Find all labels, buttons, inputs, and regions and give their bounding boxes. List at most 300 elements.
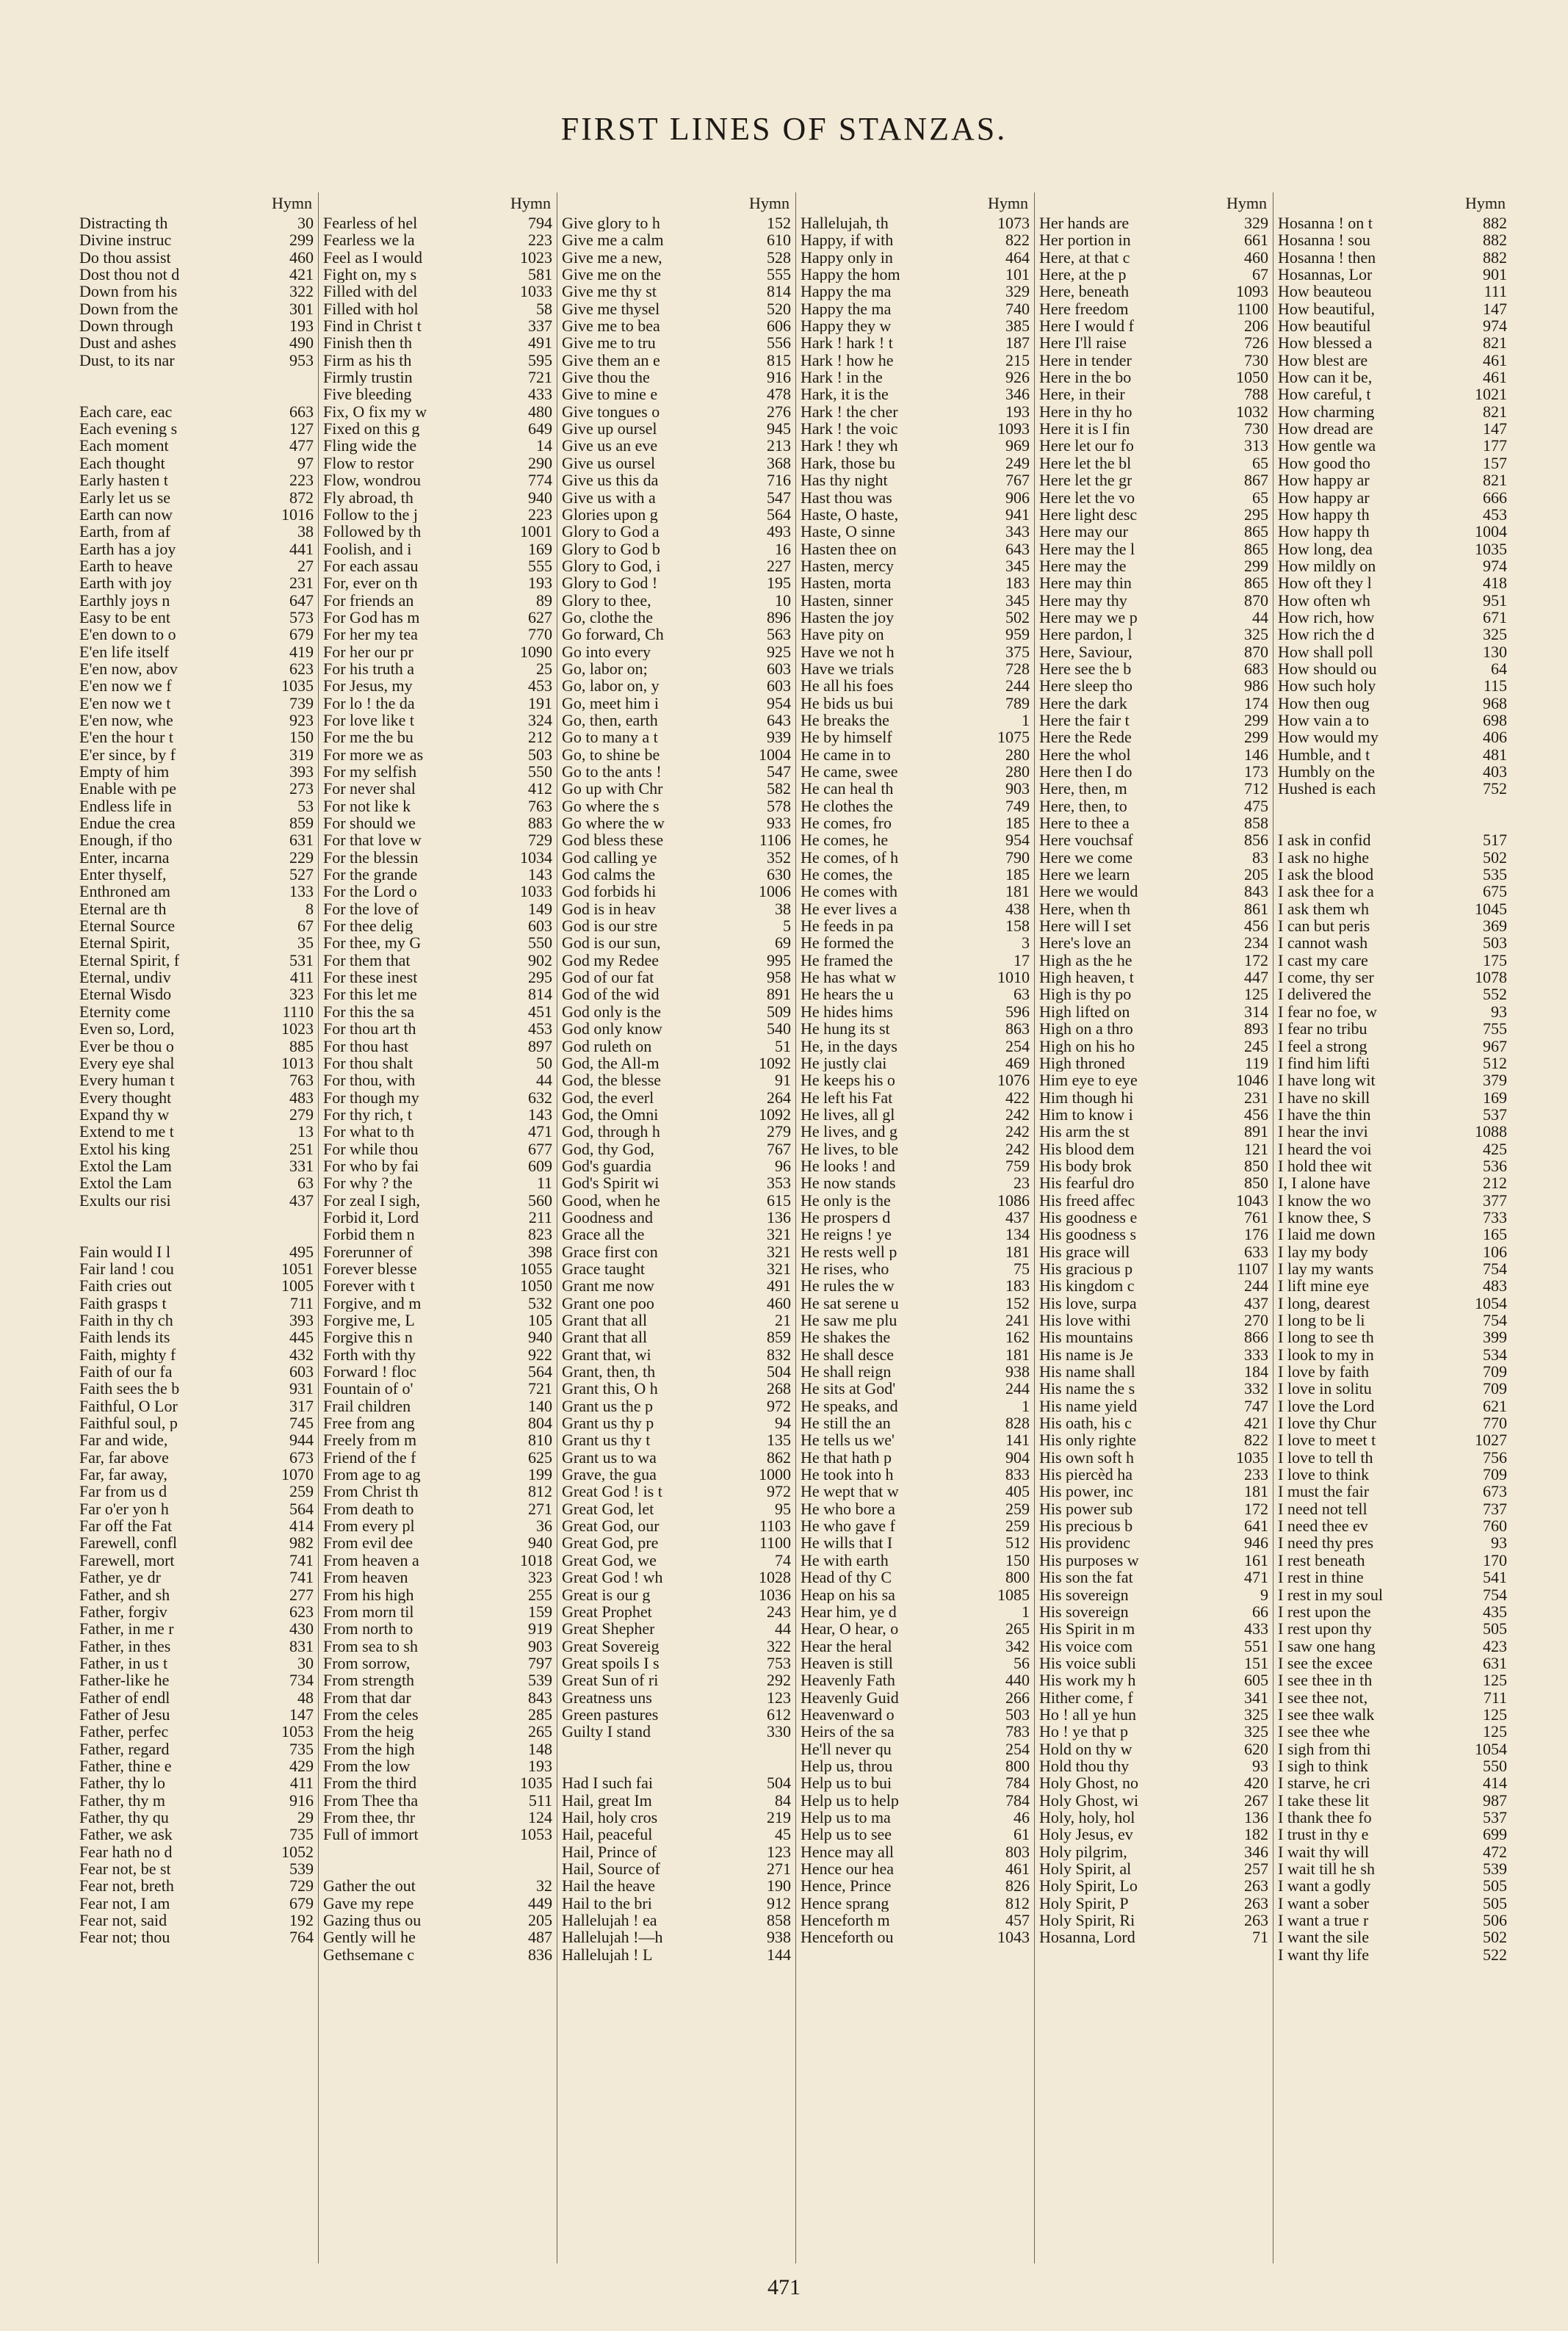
hymn-number: 135 — [767, 1431, 791, 1450]
first-line-text: From strength — [323, 1672, 415, 1689]
hymn-number: 483 — [1483, 1276, 1507, 1295]
hymn-number: 61 — [1014, 1825, 1030, 1844]
first-line-text: For love like t — [323, 711, 415, 729]
first-line-text: E'en now, whe — [79, 711, 173, 729]
stanza-entry — [562, 249, 791, 266]
first-line-text: His name the s — [1039, 1380, 1135, 1398]
hymn-number: 1036 — [759, 1585, 791, 1604]
hymn-number: 938 — [767, 1928, 791, 1947]
first-line-text: His power, inc — [1039, 1483, 1134, 1500]
hymn-number: 1001 — [520, 522, 552, 541]
hymn-number: 29 — [297, 1807, 314, 1826]
stanza-entry — [801, 523, 1030, 540]
stanza-entry — [801, 249, 1030, 266]
first-line-text: Haste, O sinne — [801, 523, 895, 541]
first-line-text: He comes with — [801, 883, 897, 900]
stanza-entry — [323, 1620, 552, 1637]
stanza-entry — [1039, 506, 1268, 523]
stanza-entry — [1278, 334, 1507, 351]
stanza-entry — [562, 1620, 791, 1637]
first-line-text: I need not tell — [1278, 1500, 1368, 1518]
stanza-entry — [323, 626, 552, 643]
stanza-entry — [323, 231, 552, 248]
first-line-text: God is in heav — [562, 900, 656, 918]
stanza-entry — [79, 249, 314, 266]
stanza-entry — [1039, 1277, 1268, 1294]
stanza-entry — [562, 574, 791, 591]
hymn-number: 377 — [1483, 1190, 1507, 1210]
hymn-number: 352 — [767, 848, 791, 867]
stanza-entry — [562, 1089, 791, 1106]
first-line-text: For the blessin — [323, 848, 419, 867]
hymn-number: 582 — [767, 779, 791, 798]
stanza-entry — [1039, 317, 1268, 334]
stanza-entry — [562, 403, 791, 420]
hymn-number: 1000 — [759, 1465, 791, 1484]
first-line-text: He formed the — [801, 934, 895, 952]
first-line-text: I must the fair — [1278, 1483, 1370, 1500]
stanza-entry — [79, 1243, 314, 1260]
stanza-entry — [801, 1586, 1030, 1603]
stanza-entry — [1039, 729, 1268, 745]
hymn-number: 502 — [1483, 848, 1507, 867]
first-line-text: How blest are — [1278, 351, 1368, 369]
stanza-entry — [562, 283, 791, 300]
hymn-number: 850 — [1244, 1156, 1268, 1175]
hymn-number: 821 — [1483, 402, 1507, 421]
stanza-entry — [1039, 403, 1268, 420]
hymn-number: 277 — [289, 1585, 314, 1604]
stanza-entry — [801, 1912, 1030, 1929]
stanza-entry — [801, 1414, 1030, 1431]
stanza-entry — [323, 541, 552, 557]
hymn-number: 1043 — [997, 1928, 1030, 1947]
first-line-text: Father, thy m — [79, 1791, 166, 1809]
stanza-entry — [79, 455, 314, 471]
hymn-number: 756 — [1483, 1448, 1507, 1467]
first-line-text: For each assau — [323, 557, 419, 575]
hymn-number: 147 — [1483, 419, 1507, 438]
first-line-text: Heaven is still — [801, 1654, 893, 1672]
hymn-number: 505 — [1483, 1619, 1507, 1638]
hymn-number: 244 — [1244, 1276, 1268, 1295]
stanza-entry — [562, 712, 791, 729]
hymn-number: 1086 — [997, 1190, 1030, 1210]
first-line-text: Ever be thou o — [79, 1037, 174, 1055]
hymn-number: 1018 — [520, 1550, 552, 1569]
hymn-number: 69 — [775, 933, 791, 953]
hymn-number: 460 — [1244, 247, 1268, 267]
hymn-number: 430 — [289, 1619, 314, 1638]
stanza-entry — [79, 1260, 314, 1277]
index-columns — [79, 192, 1511, 2263]
hymn-number: 850 — [1244, 1174, 1268, 1193]
stanza-entry — [323, 900, 552, 917]
stanza-entry — [1278, 1929, 1507, 1945]
hymn-number: 987 — [1483, 1790, 1507, 1810]
first-line-text: Here's love an — [1039, 934, 1131, 952]
first-line-text: Hence our hea — [801, 1860, 895, 1878]
hymn-number: 332 — [1244, 1379, 1268, 1398]
stanza-entry — [1039, 712, 1268, 729]
hymn-number: 512 — [1005, 1533, 1030, 1553]
hymn-number: 242 — [1005, 1122, 1030, 1141]
first-line-text: Ho ! all ye hun — [1039, 1705, 1136, 1724]
hymn-number: 173 — [1244, 762, 1268, 781]
first-line-text: I see the excee — [1278, 1654, 1373, 1672]
stanza-entry — [1278, 1363, 1507, 1380]
stanza-entry — [1278, 1431, 1507, 1448]
first-line-text: Hail, Prince of — [562, 1843, 657, 1860]
stanza-entry — [1039, 798, 1268, 814]
stanza-entry — [801, 266, 1030, 283]
first-line-text: How can it be, — [1278, 369, 1373, 386]
first-line-text: His love, surpa — [1039, 1294, 1137, 1312]
stanza-entry — [562, 1517, 791, 1534]
first-line-text: Grace taught — [562, 1260, 645, 1278]
hymn-number: 1035 — [1475, 539, 1507, 558]
stanza-entry — [323, 1569, 552, 1586]
hymn-number: 1106 — [759, 831, 791, 850]
hymn-number: 345 — [1005, 556, 1030, 575]
hymn-number: 828 — [1005, 1414, 1030, 1433]
stanza-entry — [562, 986, 791, 1002]
stanza-entry — [323, 1774, 552, 1791]
stanza-entry — [79, 660, 314, 677]
hymn-number: 38 — [775, 899, 791, 918]
stanza-entry — [562, 1003, 791, 1020]
stanza-entry — [1278, 317, 1507, 334]
stanza-entry — [1039, 1706, 1268, 1723]
stanza-entry — [79, 1174, 314, 1191]
hymn-number: 995 — [767, 950, 791, 969]
stanza-entry — [1278, 1809, 1507, 1826]
stanza-entry — [562, 831, 791, 848]
stanza-entry — [323, 1157, 552, 1174]
stanza-entry — [801, 420, 1030, 437]
hymn-number: 683 — [1244, 659, 1268, 678]
first-line-text: Enough, if tho — [79, 831, 173, 849]
first-line-text: Extol the Lam — [79, 1157, 172, 1175]
hymn-number: 603 — [767, 659, 791, 678]
hymn-number: 1013 — [281, 1053, 314, 1072]
stanza-entry — [1039, 1689, 1268, 1706]
stanza-entry — [801, 1209, 1030, 1226]
stanza-entry — [562, 266, 791, 283]
stanza-entry — [79, 1363, 314, 1380]
hymn-number: 938 — [1005, 1362, 1030, 1381]
hymn-number: 737 — [1483, 1499, 1507, 1518]
stanza-entry — [1278, 489, 1507, 506]
hymn-number: 150 — [1005, 1550, 1030, 1569]
stanza-entry — [1039, 1500, 1268, 1517]
hymn-number: 234 — [1244, 933, 1268, 953]
first-line-text: He looks ! and — [801, 1157, 895, 1175]
first-line-text: Easy to be ent — [79, 608, 171, 626]
first-line-text: Eternal Spirit, — [79, 934, 170, 952]
stanza-entry — [1039, 300, 1268, 317]
hymn-number: 125 — [1483, 1705, 1507, 1724]
stanza-entry — [1278, 643, 1507, 660]
stanza-entry — [1278, 541, 1507, 557]
hymn-number: 478 — [767, 385, 791, 404]
first-line-text: Go to many a t — [562, 729, 658, 746]
first-line-text: Grant that all — [562, 1329, 648, 1346]
stanza-entry — [1039, 352, 1268, 369]
stanza-entry — [1278, 1346, 1507, 1363]
stanza-entry — [1039, 386, 1268, 402]
stanza-entry — [79, 1141, 314, 1157]
hymn-number: 661 — [1244, 231, 1268, 250]
stanza-entry — [1278, 1774, 1507, 1791]
stanza-entry — [323, 1260, 552, 1277]
hymn-number: 711 — [1483, 1688, 1507, 1707]
stanza-entry — [801, 352, 1030, 369]
index-column — [318, 192, 557, 2263]
hymn-number: 753 — [767, 1653, 791, 1672]
first-line-text: For the Lord o — [323, 883, 417, 900]
stanza-entry — [562, 541, 791, 557]
stanza-entry — [562, 1809, 791, 1826]
first-line-text: For me the bu — [323, 729, 413, 746]
stanza-entry — [1039, 934, 1268, 951]
first-line-text: I see thee whe — [1278, 1723, 1370, 1741]
stanza-entry — [1278, 1192, 1507, 1209]
stanza-entry — [1278, 1895, 1507, 1912]
first-line-text: Hail, peaceful — [562, 1826, 653, 1843]
stanza-entry — [79, 1757, 314, 1774]
first-line-text: He now stands — [801, 1174, 896, 1192]
stanza-entry — [562, 1946, 791, 1963]
first-line-text: How shall poll — [1278, 643, 1373, 660]
stanza-entry — [1039, 1038, 1268, 1055]
first-line-text: Extol his king — [79, 1140, 170, 1157]
hymn-number: 531 — [289, 950, 314, 969]
stanza-entry — [801, 866, 1030, 883]
hymn-number: 259 — [1005, 1517, 1030, 1536]
first-line-text: Endless life in — [79, 797, 172, 815]
stanza-entry — [801, 712, 1030, 729]
stanza-entry — [1278, 1517, 1507, 1534]
hymn-number: 125 — [1244, 985, 1268, 1004]
first-line-text: From thee, thr — [323, 1808, 416, 1826]
stanza-entry — [801, 1071, 1030, 1088]
stanza-entry — [1278, 883, 1507, 900]
first-line-text: High on his ho — [1039, 1037, 1135, 1055]
stanza-entry — [79, 1689, 314, 1706]
stanza-entry — [79, 1414, 314, 1431]
first-line-text: Fountain of o' — [323, 1380, 413, 1398]
hymn-number: 953 — [289, 350, 314, 369]
stanza-entry — [323, 917, 552, 934]
stanza-entry — [1039, 1757, 1268, 1774]
stanza-entry — [1039, 1020, 1268, 1037]
first-line-text: How happy th — [1278, 505, 1370, 524]
first-line-text: God's guardia — [562, 1157, 651, 1175]
stanza-entry — [323, 283, 552, 300]
first-line-text: Here pardon, l — [1039, 626, 1132, 643]
first-line-text: I wait thy will — [1278, 1843, 1370, 1860]
hymn-number: 97 — [297, 453, 314, 472]
first-line-text: Eternal are th — [79, 900, 167, 918]
hymn-number: 393 — [289, 1311, 314, 1329]
first-line-text: Forgive me, L — [323, 1312, 415, 1329]
stanza-entry — [1039, 1723, 1268, 1740]
first-line-text: God calling ye — [562, 848, 657, 867]
hymn-number: 493 — [767, 522, 791, 541]
first-line-text: I delivered the — [1278, 986, 1372, 1003]
stanza-entry — [79, 403, 314, 420]
first-line-text: Gently will he — [323, 1929, 416, 1946]
stanza-entry — [562, 1414, 791, 1431]
hymn-number: 623 — [289, 1602, 314, 1621]
stanza-entry — [801, 1792, 1030, 1809]
first-line-text: Enter thyself, — [79, 866, 167, 883]
first-line-text: Greatness uns — [562, 1688, 652, 1706]
stanza-entry — [323, 300, 552, 317]
hymn-number: 1092 — [759, 1053, 791, 1072]
hymn-number: 603 — [289, 1362, 314, 1381]
stanza-entry — [323, 1209, 552, 1226]
first-line-text: I come, thy ser — [1278, 969, 1374, 986]
hymn-number: 440 — [1005, 1671, 1030, 1690]
first-line-text: Hark ! the cher — [801, 402, 898, 421]
first-line-text: Him eye to eye — [1039, 1071, 1138, 1089]
stanza-entry — [1278, 1260, 1507, 1277]
hymn-number: 711 — [289, 1293, 314, 1312]
hymn-number: 822 — [1244, 1431, 1268, 1450]
first-line-text: Free from ang — [323, 1414, 415, 1432]
first-line-text: His name yield — [1039, 1397, 1138, 1415]
hymn-number: 730 — [1244, 350, 1268, 369]
stanza-entry — [1278, 1912, 1507, 1929]
first-line-text: Here, beneath — [1039, 283, 1130, 300]
stanza-entry — [1278, 283, 1507, 300]
stanza-entry — [562, 1243, 791, 1260]
column-header: Hymn — [510, 194, 551, 212]
first-line-text: His piercèd ha — [1039, 1466, 1133, 1483]
hymn-number: 1043 — [1236, 1190, 1268, 1210]
hymn-number: 192 — [289, 1911, 314, 1930]
stanza-entry — [562, 1431, 791, 1448]
hymn-number: 295 — [528, 968, 552, 987]
hymn-number: 89 — [536, 590, 552, 610]
first-line-text: Grant us the p — [562, 1397, 654, 1415]
stanza-entry — [1278, 557, 1507, 574]
stanza-entry — [79, 1398, 314, 1414]
hymn-number: 398 — [528, 1242, 552, 1261]
hymn-number: 503 — [528, 745, 552, 764]
stanza-entry — [323, 1398, 552, 1414]
stanza-entry — [323, 969, 552, 986]
hymn-number: 564 — [289, 1499, 314, 1518]
hymn-number: 832 — [767, 1345, 791, 1364]
first-line-text: He who bore a — [801, 1500, 895, 1518]
stanza-entry — [323, 1586, 552, 1603]
first-line-text: Hallelujah ! L — [562, 1945, 653, 1964]
stanza-entry — [323, 1038, 552, 1055]
hymn-number: 133 — [289, 882, 314, 901]
first-line-text: He all his foes — [801, 677, 894, 695]
stanza-entry — [801, 798, 1030, 814]
stanza-entry — [1278, 1277, 1507, 1294]
stanza-entry — [79, 1774, 314, 1791]
first-line-text: Hasten, sinner — [801, 591, 893, 609]
first-line-text: Glory to thee, — [562, 591, 651, 609]
stanza-entry — [323, 506, 552, 523]
hymn-number: 162 — [1005, 1328, 1030, 1347]
stanza-entry — [1039, 523, 1268, 540]
hymn-number: 271 — [528, 1499, 552, 1518]
stanza-entry — [562, 455, 791, 471]
first-line-text: His oath, his c — [1039, 1414, 1132, 1432]
hymn-number: 469 — [1005, 1053, 1030, 1072]
first-line-text: Go, labor on; — [562, 659, 648, 678]
first-line-text: Give me to bea — [562, 317, 660, 335]
first-line-text: Father, forgiv — [79, 1602, 167, 1621]
first-line-text: Fear not, said — [79, 1912, 167, 1929]
first-line-text: He sits at God' — [801, 1380, 896, 1398]
stanza-entry — [323, 1363, 552, 1380]
hymn-number: 23 — [1014, 1174, 1030, 1193]
first-line-text: Hark ! in the — [801, 369, 883, 386]
first-line-text: Help us to help — [801, 1791, 899, 1809]
first-line-text: He with earth — [801, 1551, 889, 1569]
stanza-entry — [1278, 352, 1507, 369]
first-line-text: For my selfish — [323, 763, 417, 781]
first-line-text: He framed the — [801, 951, 893, 969]
first-line-text: His mountains — [1039, 1329, 1133, 1346]
hymn-number: 10 — [775, 590, 791, 610]
hymn-number: 279 — [767, 1122, 791, 1141]
stanza-entry — [801, 746, 1030, 763]
stanza-entry — [562, 1929, 791, 1945]
stanza-entry — [801, 455, 1030, 471]
first-line-text: He prospers d — [801, 1208, 891, 1226]
hymn-number: 1076 — [997, 1071, 1030, 1090]
hymn-number: 926 — [1005, 368, 1030, 387]
first-line-text: From age to ag — [323, 1466, 421, 1483]
stanza-entry — [79, 729, 314, 745]
hymn-number: 453 — [528, 1019, 552, 1038]
first-line-text: For thee, my G — [323, 934, 422, 952]
index-column — [795, 192, 1034, 2263]
stanza-entry — [323, 660, 552, 677]
stanza-entry — [562, 900, 791, 917]
hymn-number: 35 — [297, 933, 314, 953]
first-line-text: How long, dea — [1278, 540, 1373, 557]
hymn-number: 931 — [289, 1379, 314, 1398]
stanza-entry — [323, 883, 552, 900]
stanza-entry — [801, 1123, 1030, 1140]
first-line-text: Fling wide the — [323, 437, 417, 455]
stanza-entry — [1278, 1174, 1507, 1191]
first-line-text: Firm as his th — [323, 351, 412, 369]
first-line-text: I love by faith — [1278, 1363, 1370, 1381]
stanza-entry — [1278, 831, 1507, 848]
stanza-entry — [562, 1295, 791, 1312]
hymn-number: 331 — [289, 1156, 314, 1175]
first-line-text: Even so, Lord, — [79, 1020, 175, 1038]
first-line-text: His blood dem — [1039, 1140, 1135, 1157]
first-line-text: Holy pilgrim, — [1039, 1843, 1127, 1860]
hymn-number: 812 — [1005, 1893, 1030, 1912]
first-line-text: I see thee in th — [1278, 1672, 1373, 1689]
hymn-number: 146 — [1244, 745, 1268, 764]
hymn-number: 945 — [767, 419, 791, 438]
stanza-entry — [79, 695, 314, 712]
hymn-number: 353 — [767, 1174, 791, 1193]
